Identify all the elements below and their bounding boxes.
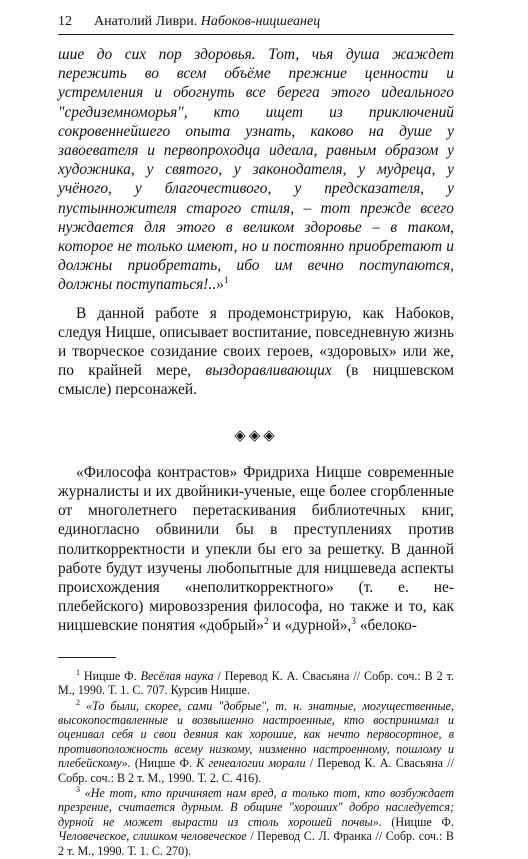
paragraph-intro: [58, 304, 454, 400]
footnote-divider: [58, 657, 116, 658]
nietzsche-quote: [58, 45, 454, 295]
paragraph-main: [58, 463, 454, 636]
footnote-3-italic-title: Человеческое, слишком человеческое: [58, 829, 247, 844]
paragraph-intro-text-b: (в ницшевском смысле) персонажей.: [58, 362, 455, 399]
footnote-ref-1: 1: [223, 276, 229, 287]
footnote-1: [58, 669, 454, 698]
footnote-3-number: 3: [76, 784, 80, 794]
footnote-3-text-c: / Перевод С. Л. Франка // Собр. соч.: В 2 т. М., 1990. Т. 1. С. 270).: [58, 829, 454, 858]
footnote-1-text-a: Ницше Ф.: [83, 668, 141, 683]
footnotes: [58, 669, 454, 858]
footnote-2-italic-title: К генеалогии морали: [196, 756, 306, 771]
running-header: [58, 14, 454, 35]
paragraph-intro-italic: выздоравливающих: [205, 362, 332, 380]
footnote-3: [58, 786, 454, 858]
footnote-ref-2: 2: [263, 617, 269, 628]
footnote-1-italic: Весёлая наука: [140, 668, 214, 683]
footnote-ref-3: 3: [351, 617, 357, 628]
quote-text: шие до сих пор здоровья. Тот, чья душа жаждет пережить во всем объёме прежние ценности и устремления и обогнуть все берега этого идеального "средиземноморья", кто ищет из приключений сокровеннейшего опыта узнать, каково на душе у завоевателя и первопроходца идеала, равным образом у художника, у святого, у законодателя, у мудреца, у учёного, у благочестивого, у предсказателя, у пустынножителя старого стиля, – тот прежде всего нуждается для этого в великом здоровье – в таком, которое не только имеют, но и постоянно приобретают и должны приобретать, ибо им вечно поступаются, должны поступаться!..»: [58, 46, 454, 294]
footnote-3-italic: «Не тот, кто причиняет нам вред, а только тот, кто возбуждает презрение, считается дурным. В общине "хороших" добро наследуется; дурной не может вырасти из столь хорошей почвы».: [58, 785, 454, 829]
footnote-2: [58, 699, 454, 785]
paragraph-main-text-b: и «дурной»,: [268, 617, 352, 635]
section-ornament: ◈◈◈: [234, 427, 278, 444]
footnote-2-text-c: / Перевод К. А. Свасьяна // Собр. соч.: В 2 т. М., 1990. Т. 2. С. 416).: [58, 756, 454, 785]
paragraph-intro-text-a: В данной работе я продемонстрирую, как Набоков, следуя Ницше, описывает воспитание, повседневную жизнь и творческое созидание своих героев, «здоровых» или же, по крайней мере,: [58, 304, 454, 380]
footnote-1-text-b: / Перевод К. А. Свасьяна // Собр. соч.: В 2 т. М., 1990. Т. 1. С. 707. Курсив Ницше.: [58, 668, 454, 698]
paragraph-main-text-c: «белоко-: [356, 617, 417, 635]
header-author: Анатолий Ливри.: [94, 14, 198, 29]
footnote-2-number: 2: [76, 697, 80, 707]
footnote-1-number: 1: [76, 667, 80, 677]
book-page: [58, 14, 454, 859]
main-text: [58, 45, 454, 636]
page-number: 12: [58, 14, 72, 29]
footnote-2-text-b: (Ницше Ф.: [130, 756, 197, 771]
footnote-2-italic: «То были, скорее, сами "добрые", т. н. знатные, могущественные, высокопоставленные и возвышенно настроенные, кто воспринимал и оценивал себя и свои деяния как хорошие, как нечто первосортное, в противоположность всему низкому, низменно настроенному, пошлому и плебейскому».: [58, 698, 455, 771]
footnote-3-text-b: (Ницше Ф.: [381, 814, 454, 829]
paragraph-main-text-a: «Философа контрастов» Фридриха Ницше современные журналисты и их двойники-ученые, еще более сгорбленные от многолетнего перетаскивания библиотечных книг, единогласно обвинили бы в преступлениях против политкорректности и упекли бы его за решетку. В данной работе будут изучены любопытные для ницшеведа аспекты происхождения «неполиткорректного» (т. е. не-плебейского) мировоззрения философа, но также и то, как ницшевские понятия «добрый»: [58, 463, 454, 635]
header-book-title: Набоков-ницшеанец: [200, 14, 321, 29]
